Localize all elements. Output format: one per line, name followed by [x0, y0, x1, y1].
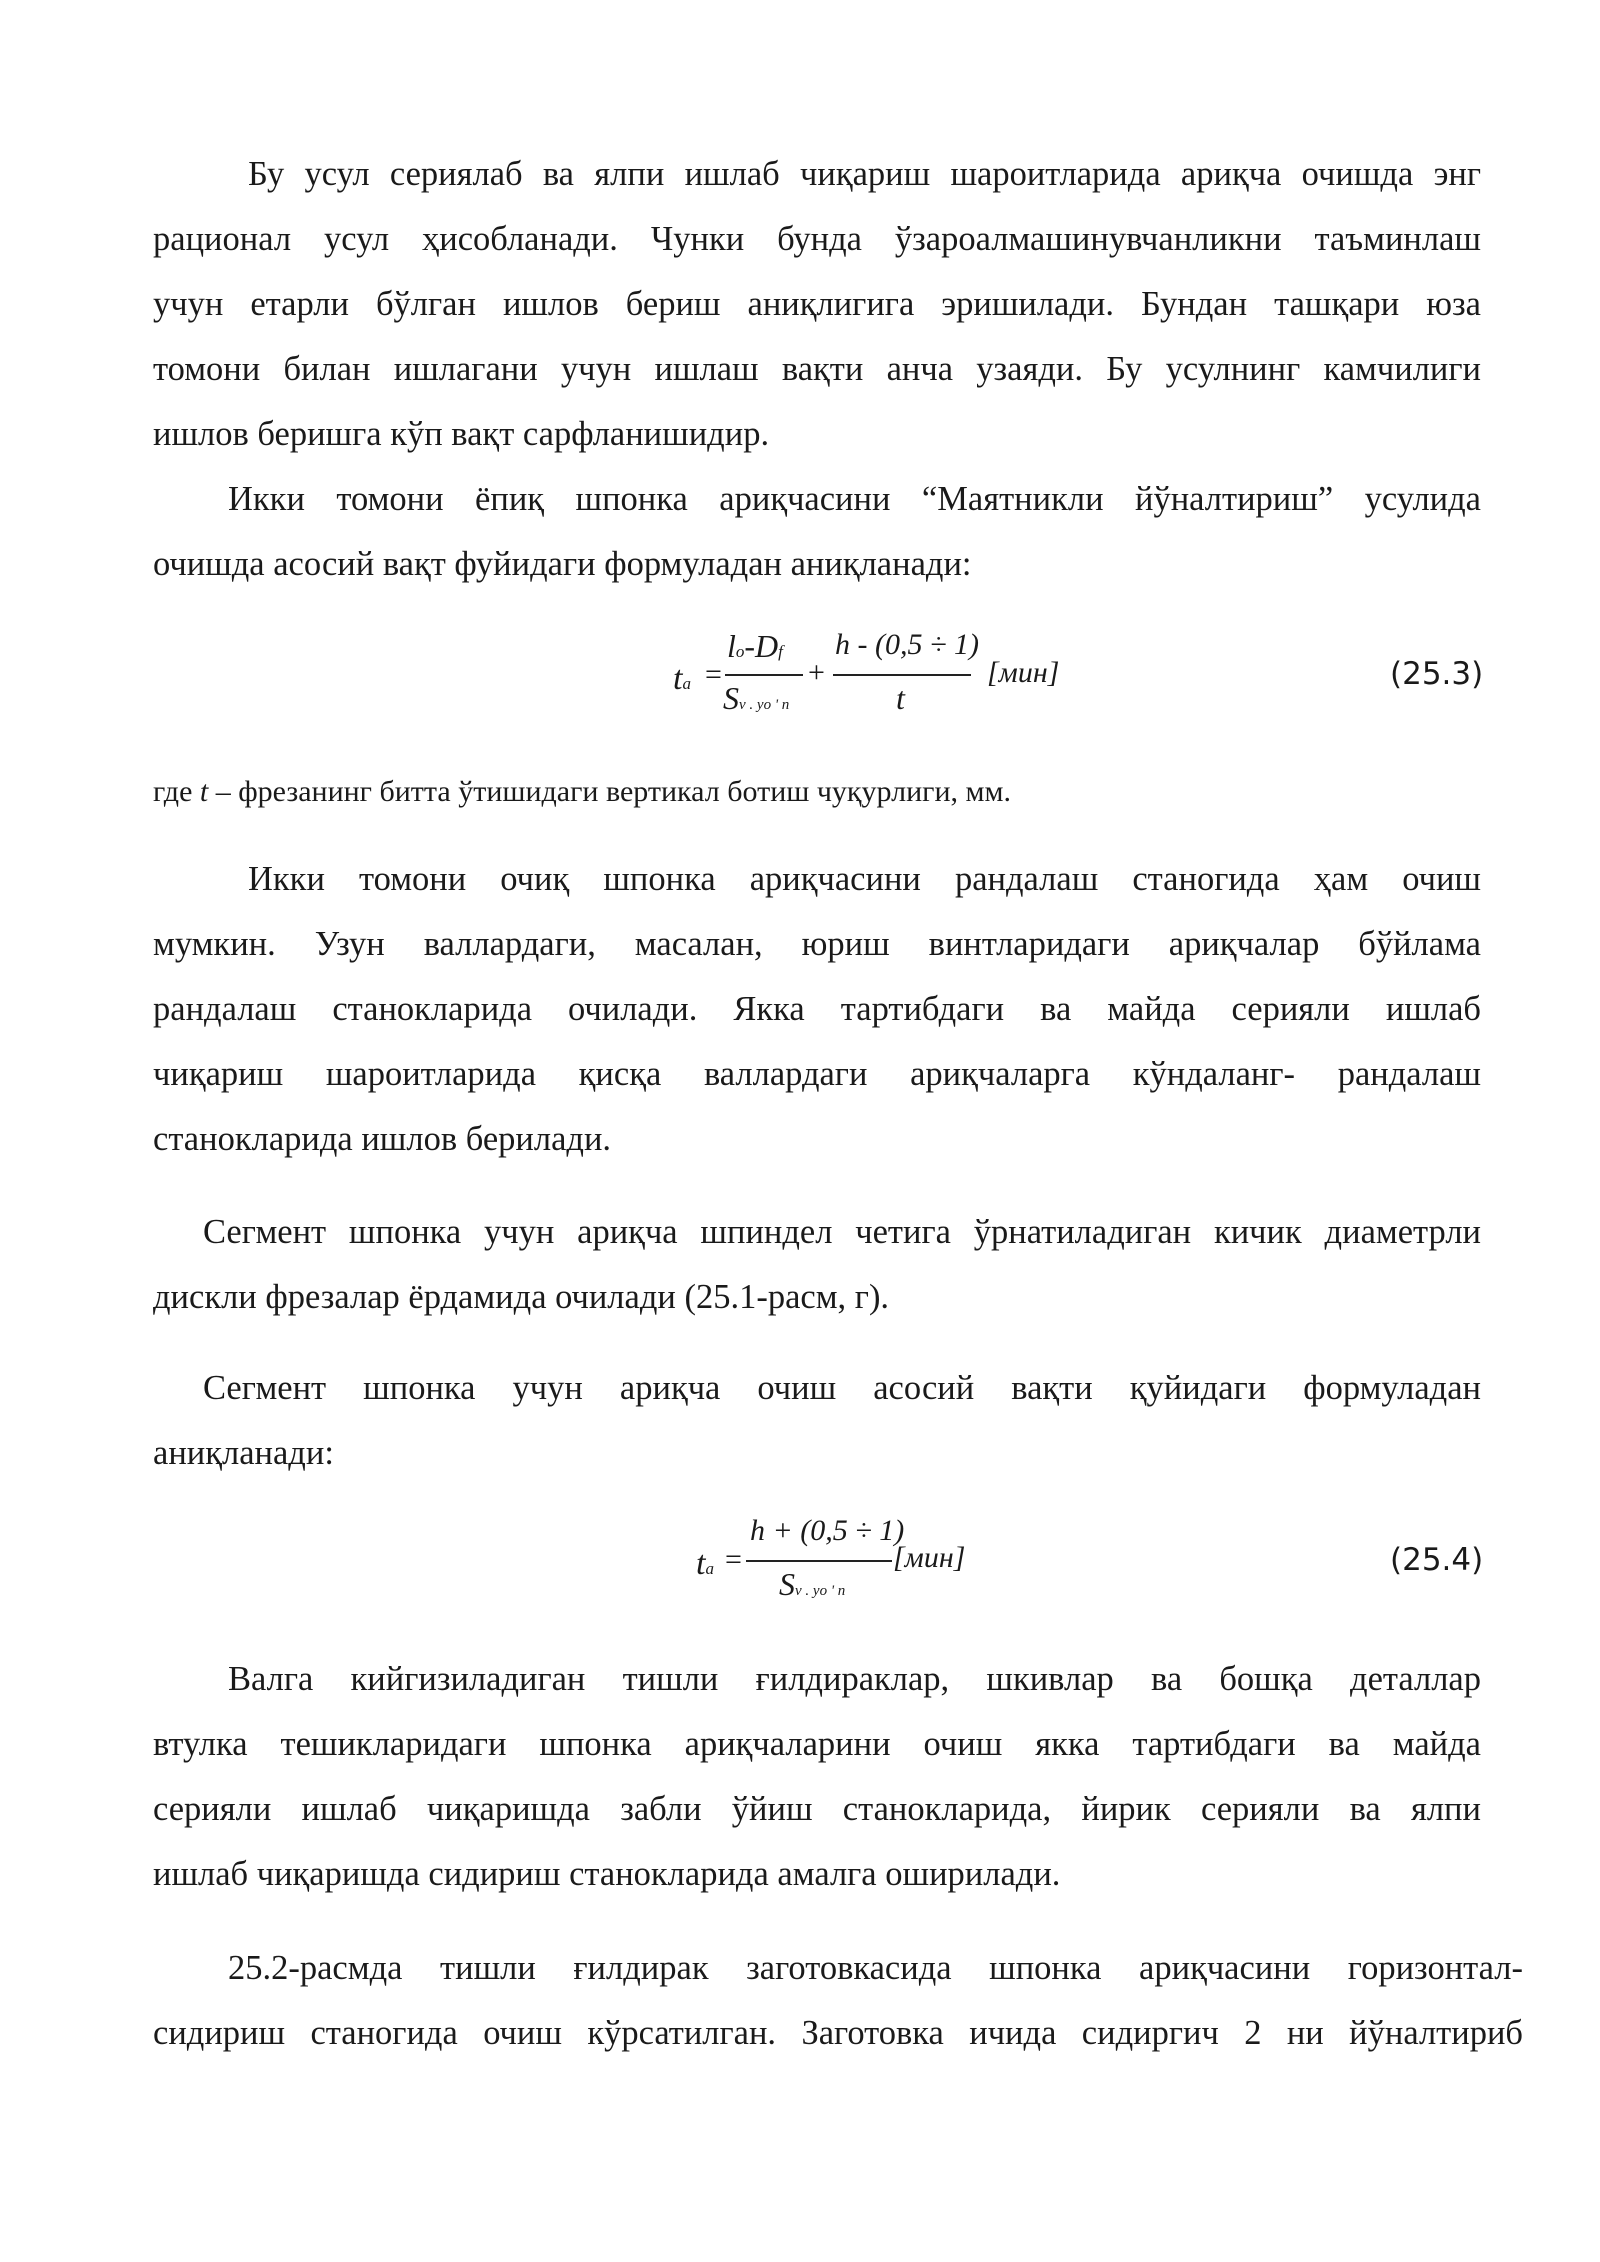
paragraph-1	[153, 142, 1481, 467]
formula-1-denominator-1: Sv . yo ' n	[723, 680, 790, 716]
formula-2-fraction-bar	[746, 1560, 892, 1562]
paragraph-3-line-5: станокларида ишлов берилади.	[153, 1120, 612, 1158]
paragraph-7-line-1: 25.2-расмда тишли ғилдирак заготовкасида шпонка ариқчасини горизонтал-	[228, 1949, 1523, 1987]
paragraph-1-line-4: томони билан ишлагани учун ишлаш вақти анча узаяди. Бу усулнинг камчилиги	[153, 350, 1481, 388]
paragraph-3-line-2: мумкин. Узун валлардаги, масалан, юриш винтларидаги ариқчалар бўйлама	[153, 925, 1481, 963]
formula-1-numerator-1: lo-Df	[727, 628, 783, 664]
formula-1-plus: +	[808, 656, 825, 689]
paragraph-2-line-2: очишда асосий вақт фуйидаги формуладан аниқланади:	[153, 545, 972, 583]
paragraph-1-line-5: ишлов беришга кўп вақт сарфланишидир.	[153, 415, 770, 453]
formula-1-equals: =	[705, 658, 722, 691]
paragraph-4-line-1: Сегмент шпонка учун ариқча шпиндел четига ўрнатиладиган кичик диаметрли	[203, 1213, 1481, 1251]
formula-2-equals: =	[725, 1543, 742, 1576]
formula-2-number: (25.4)	[1390, 1542, 1484, 1578]
paragraph-6-line-2: втулка тешикларидаги шпонка ариқчаларини очиш якка тартибдаги ва майда	[153, 1725, 1481, 1763]
formula-1-denominator-2: t	[896, 680, 905, 716]
formula-25-3	[0, 620, 1600, 730]
paragraph-1-line-3: учун етарли бўлган ишлов бериш аниқлигига эришилади. Бундан ташқари юза	[153, 285, 1481, 323]
paragraph-7-line-2: сидириш станогида очиш кўрсатилган. Заготовка ичида сидиргич 2 ни йўналтириб	[153, 2014, 1523, 2052]
paragraph-1-line-2: рационал усул ҳисобланади. Чунки бунда ўзароалмашинувчанликни таъминлаш	[153, 220, 1481, 258]
note-text: – фрезанинг битта ўтишидаги вертикал ботиш чуқурлиги, мм.	[208, 775, 1011, 808]
paragraph-1-line-1: Бу усул сериялаб ва ялпи ишлаб чиқариш шароитларида ариқча очишда энг	[248, 155, 1481, 193]
paragraph-2	[153, 467, 1481, 597]
formula-2-denominator: Sv . yo ' n	[779, 1566, 846, 1602]
paragraph-3	[153, 847, 1481, 1172]
paragraph-3-line-4: чиқариш шароитларида қисқа валлардаги ариқчаларга кўндаланг- рандалаш	[153, 1055, 1481, 1093]
formula-25-4	[0, 1510, 1600, 1620]
formula-1-lhs: ta	[673, 660, 691, 697]
variable-note	[153, 767, 1011, 817]
paragraph-6	[153, 1647, 1481, 1907]
paragraph-6-line-1: Валга кийгизиладиган тишли ғилдираклар, шкивлар ва бошқа деталлар	[228, 1660, 1481, 1698]
paragraph-6-line-3: серияли ишлаб чиқаришда забли ўйиш станокларида, йирик серияли ва ялпи	[153, 1790, 1481, 1828]
formula-2-lhs: ta	[696, 1545, 714, 1582]
formula-1-fraction-bar-1	[725, 674, 803, 676]
note-variable: t	[199, 775, 209, 808]
formula-1-numerator-2: h - (0,5 ÷ 1)	[835, 628, 979, 661]
paragraph-4	[153, 1200, 1481, 1330]
paragraph-5-line-2: аниқланади:	[153, 1434, 334, 1472]
formula-1-unit: [мин]	[987, 656, 1060, 689]
paragraph-3-line-3: рандалаш станокларида очилади. Якка тартибдаги ва майда серияли ишлаб	[153, 990, 1481, 1028]
paragraph-3-line-1: Икки томони очиқ шпонка ариқчасини рандалаш станогида ҳам очиш	[248, 860, 1481, 898]
formula-2-unit: [мин]	[893, 1541, 966, 1574]
formula-1-fraction-bar-2	[833, 674, 971, 676]
paragraph-2-line-1: Икки томони ёпиқ шпонка ариқчасини “Маятникли йўналтириш” усулида	[228, 480, 1481, 518]
paragraph-4-line-2: дискли фрезалар ёрдамида очилади (25.1-расм, г).	[153, 1278, 890, 1316]
paragraph-7	[153, 1936, 1523, 2066]
paragraph-5	[153, 1356, 1481, 1486]
formula-2-numerator: h + (0,5 ÷ 1)	[750, 1514, 905, 1547]
paragraph-5-line-1: Сегмент шпонка учун ариқча очиш асосий вақти қуйидаги формуладан	[203, 1369, 1481, 1407]
paragraph-6-line-4: ишлаб чиқаришда сидириш станокларида амалга оширилади.	[153, 1855, 1061, 1893]
note-prefix: где	[153, 775, 200, 808]
formula-1-number: (25.3)	[1390, 656, 1484, 692]
